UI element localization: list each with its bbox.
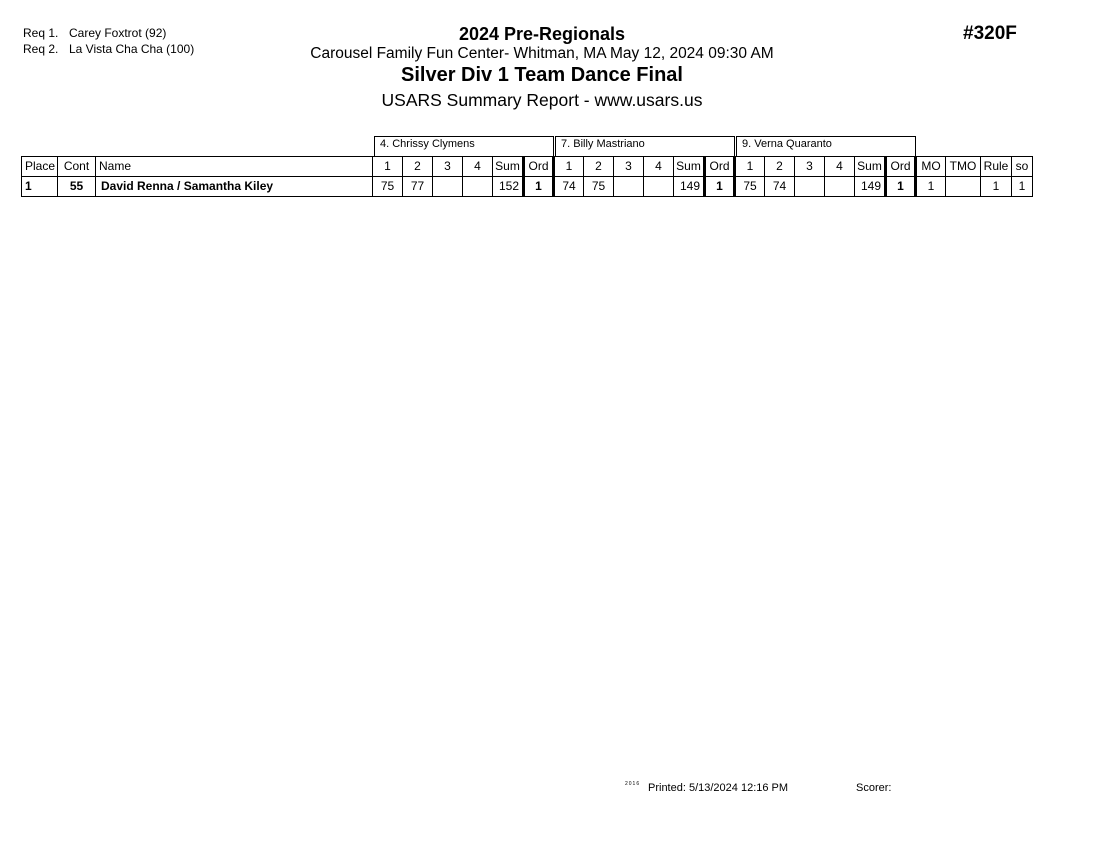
requirement-1	[23, 26, 166, 40]
col-j1-ord: Ord	[524, 157, 554, 177]
judge-header-3: 9. Verna Quaranto	[736, 136, 916, 156]
requirement-2-label: Req 2.	[23, 42, 59, 56]
col-tmo: TMO	[946, 157, 981, 177]
report-title: USARS Summary Report - www.usars.us	[381, 90, 703, 110]
cell-tmo	[946, 177, 981, 197]
col-j2-score4: 4	[644, 157, 674, 177]
col-j2-ord: Ord	[705, 157, 735, 177]
col-j1-score4: 4	[463, 157, 493, 177]
requirement-2-value: La Vista Cha Cha (100)	[69, 42, 195, 56]
event-name: Silver Div 1 Team Dance Final	[401, 64, 683, 86]
event-number: #320F	[963, 23, 1017, 44]
cell-j1-sum: 152	[493, 177, 524, 197]
cell-j3-ord: 1	[886, 177, 916, 197]
printed-timestamp: Printed: 5/13/2024 12:16 PM	[648, 782, 789, 794]
cell-place: 1	[22, 177, 58, 197]
col-j1-score1: 1	[373, 157, 403, 177]
col-j2-score1: 1	[554, 157, 584, 177]
header-row	[22, 157, 1033, 177]
col-name: Name	[96, 157, 373, 177]
col-j3-score1: 1	[735, 157, 765, 177]
footer-code: 2016	[625, 781, 641, 787]
cell-name: David Renna / Samantha Kiley	[96, 177, 373, 197]
col-place: Place	[22, 157, 58, 177]
col-j3-score4: 4	[825, 157, 855, 177]
cell-j3-score3	[795, 177, 825, 197]
cell-j2-score1: 74	[554, 177, 584, 197]
venue-date-line: Carousel Family Fun Center- Whitman, MA May 12, 2024 09:30 AM	[310, 45, 774, 62]
judge-header-2: 7. Billy Mastriano	[555, 136, 735, 156]
requirement-2	[23, 42, 194, 56]
cell-j1-score4	[463, 177, 493, 197]
cell-j1-score3	[433, 177, 463, 197]
cell-j2-score3	[614, 177, 644, 197]
requirement-1-label: Req 1.	[23, 26, 59, 40]
scorer-label: Scorer:	[856, 782, 892, 794]
cell-mo: 1	[916, 177, 946, 197]
competition-title: 2024 Pre-Regionals	[458, 24, 626, 44]
col-so: so	[1012, 157, 1033, 177]
col-j1-sum: Sum	[493, 157, 524, 177]
col-j3-score2: 2	[765, 157, 795, 177]
cell-j1-ord: 1	[524, 177, 554, 197]
col-j2-sum: Sum	[674, 157, 705, 177]
col-mo: MO	[916, 157, 946, 177]
col-cont: Cont	[58, 157, 96, 177]
col-j3-ord: Ord	[886, 157, 916, 177]
cell-j2-ord: 1	[705, 177, 735, 197]
requirement-1-value: Carey Foxtrot (92)	[69, 26, 167, 40]
col-j1-score3: 3	[433, 157, 463, 177]
cell-j2-sum: 149	[674, 177, 705, 197]
col-j2-score2: 2	[584, 157, 614, 177]
cell-j2-score4	[644, 177, 674, 197]
cell-rule: 1	[981, 177, 1012, 197]
cell-j1-score2: 77	[403, 177, 433, 197]
cell-so: 1	[1012, 177, 1033, 197]
col-rule: Rule	[981, 157, 1012, 177]
cell-cont: 55	[58, 177, 96, 197]
cell-j3-sum: 149	[855, 177, 886, 197]
cell-j3-score4	[825, 177, 855, 197]
cell-j2-score2: 75	[584, 177, 614, 197]
results-table	[21, 156, 1033, 197]
col-j2-score3: 3	[614, 157, 644, 177]
cell-j1-score1: 75	[373, 177, 403, 197]
col-j3-sum: Sum	[855, 157, 886, 177]
col-j3-score3: 3	[795, 157, 825, 177]
col-j1-score2: 2	[403, 157, 433, 177]
cell-j3-score2: 74	[765, 177, 795, 197]
judge-header-1: 4. Chrissy Clymens	[374, 136, 554, 156]
cell-j3-score1: 75	[735, 177, 765, 197]
table-row	[22, 177, 1033, 197]
